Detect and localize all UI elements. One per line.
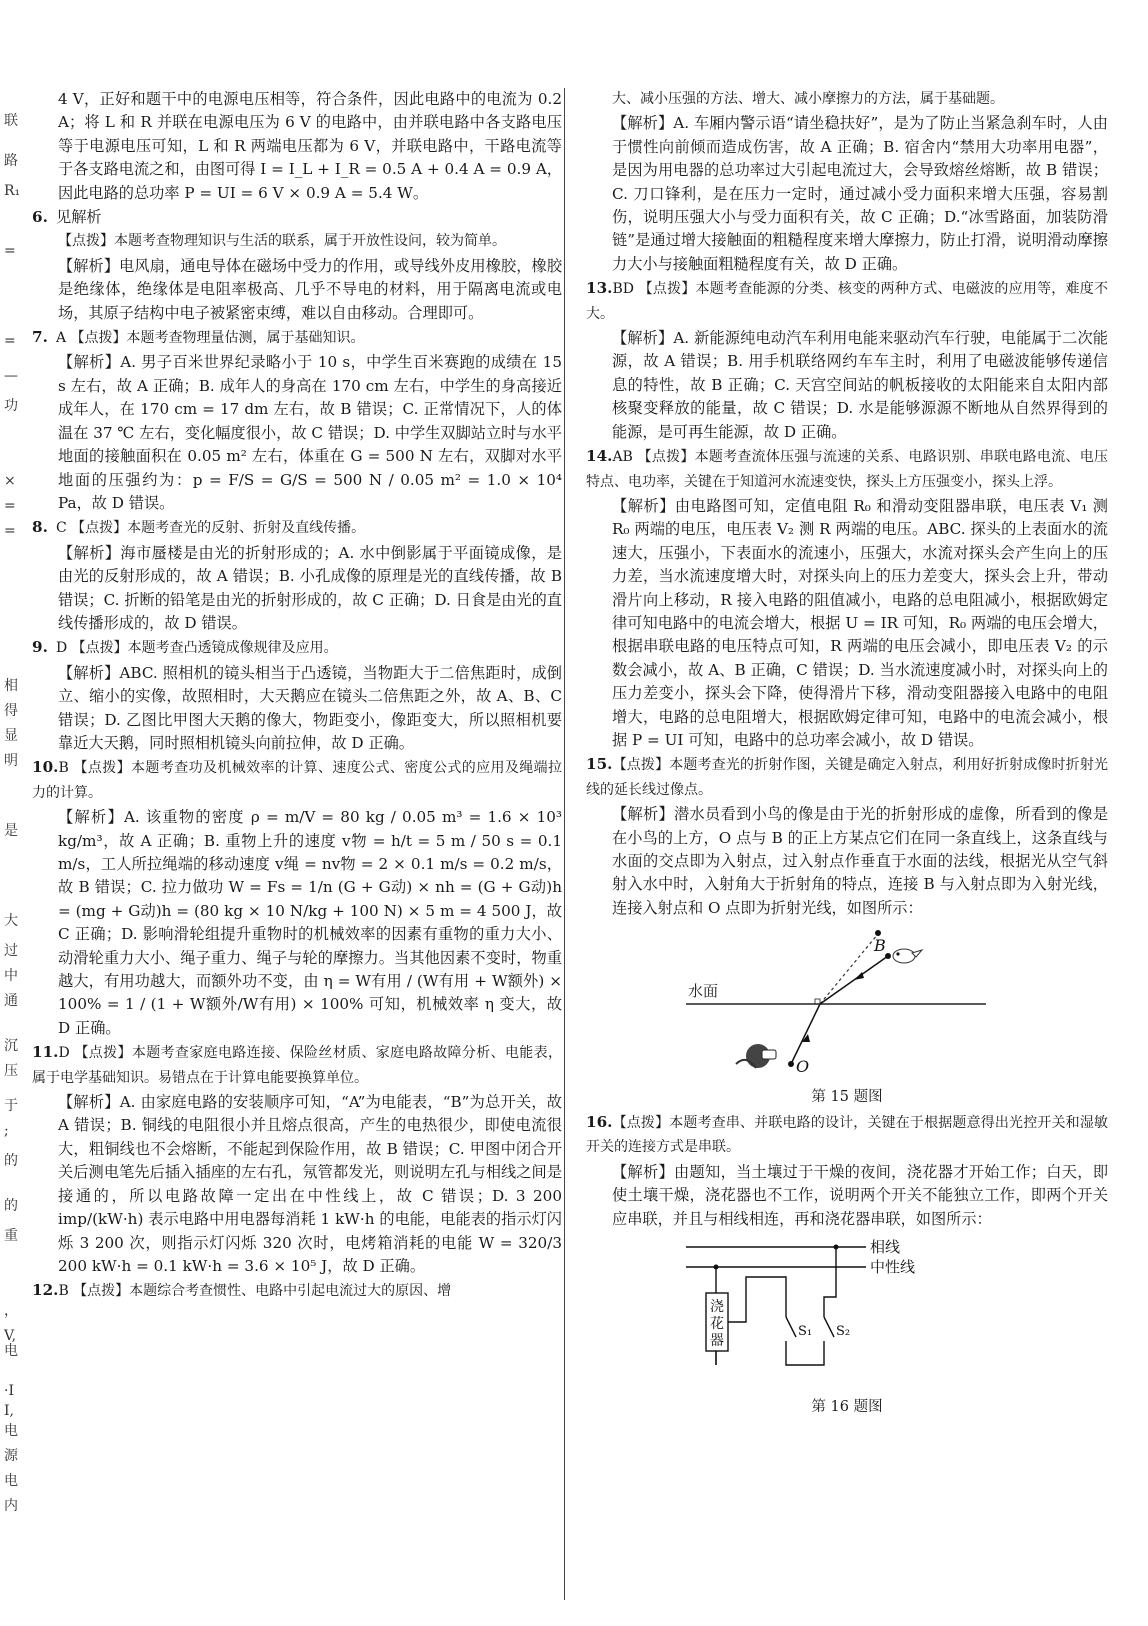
q7-header	[32, 326, 562, 350]
normal-right-angle-mark	[815, 999, 820, 1004]
q9-answer-tip: D 【点拨】本题考查凸透镜成像规律及应用。	[56, 640, 338, 657]
q16-analysis: 【解析】由题知，当土壤过于干燥的夜间，浇花器才开始工作；白天，即使土壤干燥，浇花器也不工作，说明两个开关不能独立工作，即两个开关应串联，并且与相线相连，再和浇花器串联，如图所示：	[612, 1162, 1108, 1228]
q12-analysis: 【解析】A. 车厢内警示语“请坐稳扶好”，是为了防止当紧急刹车时，人由于惯性向前倾而造成伤害，故 A 正确；B. 宿舍内“禁用大功率用电器”，是因为用电器的总功率过大引起电流过大，会导致熔丝熔断，故 B 错误；C. 刀口锋利，是在压力一定时，通过减小受力面积来增大压强，容易割伤，说明压强大小与受力面积有关，故 C 正确；D.“冰雪路面，加装防滑链”是通过增大接触面的粗糙程度来增大摩擦力，防止打滑，说明滑动摩擦力大小与接触面粗糙程度有关，故 D 正确。	[612, 114, 1108, 273]
strip-char: —	[4, 368, 18, 384]
q15-header	[586, 753, 1108, 802]
left-column	[32, 88, 562, 1305]
q10-number: 10.	[32, 758, 59, 777]
label-B: B	[874, 936, 886, 956]
strip-char: 联	[4, 113, 18, 129]
q12-tip-continuation: 大、减小压强的方法、增大、减小摩擦力的方法，属于基础题。	[612, 91, 1004, 107]
q6-answer: 见解析	[56, 208, 102, 227]
switch-s1-blade	[786, 1317, 796, 1337]
neutral-wire-label: 中性线	[870, 1258, 916, 1277]
q8-analysis: 【解析】海市蜃楼是由光的折射形成的；A. 水中倒影属于平面镜成像，是由光的反射形成的，故 A 错误；B. 小孔成像的原理是光的直线传播，故 B 错误；C. 折断的铅笔是由光的折射形成的，故 C 正确；D. 日食是由光的直线传播形成的，故 D 错误。	[58, 543, 562, 632]
q9-number: 9.	[32, 638, 48, 657]
switch-s2-label: S₂	[836, 1324, 851, 1340]
q9-header	[32, 636, 562, 660]
strip-char: ，	[4, 1303, 18, 1319]
s1-to-s2-wire	[786, 1341, 824, 1365]
q11-answer-tip: D 【点拨】本题考查家庭电路连接、保险丝材质、家庭电路故障分析、电能表，属于电学基础知识。易错点在于计算电能要换算单位。	[32, 1045, 562, 1086]
q14-number: 14.	[586, 447, 613, 466]
strip-char: 沉	[4, 1038, 18, 1054]
strip-char: 过	[4, 943, 18, 959]
strip-char: =	[4, 243, 16, 259]
figure-15-caption: 第 15 题图	[811, 1088, 883, 1105]
q11-number: 11.	[32, 1043, 59, 1062]
strip-char: 内	[4, 1498, 18, 1514]
figure-15	[586, 926, 1108, 1109]
q13-answer-tip: BD 【点拨】本题考查能源的分类、核变的两种方式、电磁波的应用等，难度不大。	[586, 281, 1108, 322]
strip-char: 相	[4, 678, 18, 694]
q16-tip: 【点拨】本题考查串、并联电路的设计，关键在于根据题意得出光控开关和湿敏开关的连接方式是串联。	[586, 1115, 1108, 1156]
strip-char: 电	[4, 1343, 18, 1359]
live-wire-label: 相线	[870, 1238, 901, 1257]
q13-analysis: 【解析】A. 新能源纯电动汽车利用电能来驱动汽车行驶，电能属于二次能源，故 A 错误；B. 用手机联络网约车车主时，利用了电磁波能够传递信息的特性，故 B 正确；C. 天宫空间站的帆板接收的太阳能来自太阳内部核聚变释放的能量，故 C 错误；D. 水是能够源源不断地从自然界得到的能源，是可再生能源，故 D 正确。	[612, 329, 1108, 441]
q13-number: 13.	[586, 279, 613, 298]
device-char-1: 浇	[710, 1299, 724, 1316]
q11-header	[32, 1041, 562, 1090]
q7-answer-tip: A 【点拨】本题考查物理量估测，属于基础知识。	[56, 330, 365, 347]
strip-char: 重	[4, 1228, 18, 1244]
water-surface-label: 水面	[688, 982, 719, 1001]
right-column	[586, 88, 1108, 1422]
q6-header	[32, 206, 562, 229]
q10-header	[32, 756, 562, 805]
refraction-diagram	[586, 926, 1108, 1076]
q14-analysis: 【解析】由电路图可知，定值电阻 R₀ 和滑动变阻器串联，电压表 V₁ 测 R₀ 两端的电压，电压表 V₂ 测 R 两端的电压。ABC. 探头的上表面水的流速大，压强小，下表面水的流速小，压强大，水流对探头会产生向上的压力差，当水流速度增大时，对探头向上的压力差变大，探头会上升，带动滑片向上移动，R 接入电路的阻值减小，电路的总电阻减小，根据欧姆定律可知电路中的电流会增大，根据 U = IR 可知，R₀ 两端的电压会增大，根据串联电路的电压特点可知，R 两端的电压会减小，即电压表 V₂ 的示数会减小，故 A、B 正确，C 错误；D. 当水流速度减小时，对探头向上的压力差变小，探头会下降，使得滑片下移，滑动变阻器接入电路中的电阻增大，电路的总电阻增大，根据欧姆定律可知，电路中的电流会减小，根据 P = UI 可知，电路中的总功率会减小，故 D 错误。	[612, 496, 1108, 749]
strip-char: ·I	[4, 1383, 14, 1399]
switch-s2-blade	[824, 1317, 834, 1337]
q7-analysis: 【解析】A. 男子百米世界纪录略小于 10 s，中学生百米赛跑的成绩在 15 s 左右，故 A 正确；B. 成年人的身高在 170 cm 左右，中学生的身高接近成年人，在 170 cm = 17 dm 左右，故 B 错误；C. 正常情况下，人的体温在 37 ℃ 左右，变化幅度很小，故 C 错误；D. 中学生双脚站立时与水平地面的接触面积在 0.05 m² 左右，体重在 G = 500 N 左右，双脚对水平地面的压强约为：p = F/S = G/S = 500 N / 0.05 m² = 1.0 × 10⁴ Pa，故 D 错误。	[58, 353, 562, 512]
q13-header	[586, 277, 1108, 326]
strip-char: 电	[4, 1473, 18, 1489]
s2-to-live-wire	[824, 1247, 836, 1317]
refracted-ray	[791, 1004, 820, 1064]
q15-number: 15.	[586, 755, 613, 774]
strip-char: 路	[4, 153, 18, 169]
strip-char: 通	[4, 993, 18, 1009]
strip-char: 得	[4, 703, 18, 719]
q10-answer-tip: B 【点拨】本题考查功及机械效率的计算、速度公式、密度公式的应用及绳端拉力的计算。	[32, 760, 562, 801]
q12-number: 12.	[32, 1281, 59, 1300]
q6-tip: 【点拨】本题考查物理知识与生活的联系，属于开放性设问，较为简单。	[58, 233, 506, 250]
figure-16-caption: 第 16 题图	[811, 1399, 883, 1416]
cropped-previous-page-strip	[0, 100, 26, 1620]
device-to-s1-wire	[728, 1277, 786, 1322]
device-char-2: 花	[710, 1316, 724, 1333]
column-divider	[564, 88, 565, 1600]
strip-char: I,	[4, 1403, 14, 1419]
q11-analysis: 【解析】A. 由家庭电路的安装顺序可知，“A”为电能表，“B”为总开关，故 A 错误；B. 铜线的电阻很小并且熔点很高，产生的电热很少，即使电流很大，粗铜线也不会熔断，不能起到保险作用，故 B 错误；C. 甲图中闭合开关后测电笔先后插入插座的左右孔，氖管都发光，则说明左孔与相线之间是接通的，所以电路故障一定出在中性线上，故 C 错误；D. 3 200 imp/(kW·h) 表示电路中用电器每消耗 1 kW·h 的电能，电能表的指示灯闪烁 3 200 次，则指示灯闪烁 320 次时，电烤箱消耗的电能 W = 320/3 200 kW·h = 0.1 kW·h = 3.6 × 10⁵ J，故 D 正确。	[58, 1093, 562, 1275]
device-char-3: 器	[710, 1333, 724, 1350]
q10-analysis: 【解析】A. 该重物的密度 ρ = m/V = 80 kg / 0.05 m³ = 1.6 × 10³ kg/m³，故 A 正确；B. 重物上升的速度 v物 = h/t = 5 m / 50 s = 0.1 m/s，工人所拉绳端的移动速度 v绳 = nv物 = 2 × 0.1 m/s = 0.2 m/s，故 B 错误；C. 拉力做功 W = Fs = 1/n (G + G动) × nh = (G + G动)h = (mg + G动)h = (80 kg × 10 N/kg + 100 N) × 5 m = 4 500 J，故 C 正确；D. 影响滑轮组提升重物时的机械效率的因素有重物的重力大小、动滑轮重力大小、绳子重力、绳子与轮的摩擦力。当其他因素不变时，物重越大，有用功越大，而额外功不变，由 η = W有用 / (W有用 + W额外) × 100% = 1 / (1 + W额外/W有用) × 100% 可知，机械效率 η 变大，故 D 正确。	[58, 808, 562, 1037]
q5-continuation: 4 V，正好和题干中的电源电压相等，符合条件，因此电路中的电流为 0.2 A；将 L 和 R 并联在电源电压为 6 V 的电路中，由并联电路中各支路电压等于电源电压可知，L 和 R 两端电压都为 6 V，并联电路中，干路电流等于各支路电流之和，由图可得 I = I_L + I_R = 0.5 A + 0.4 A = 0.9 A，因此电路的总功率 P = UI = 6 V × 0.9 A = 5.4 W。	[58, 90, 562, 202]
q6-analysis: 【解析】电风扇，通电导体在磁场中受力的作用，或导线外皮用橡胶，橡胶是绝缘体，绝缘体是电阻率极高、几乎不导电的材料，用于隔离电流或电场，其原子结构中电子被紧密束缚，难以自由移动。合理即可。	[58, 256, 562, 322]
q14-answer-tip: AB 【点拨】本题考查流体压强与流速的关系、电路识别、串联电路电流、电压特点、电功率，关键在于知道河水流速变快，探头上方压强变小，探头上浮。	[586, 449, 1108, 490]
strip-char: 明	[4, 753, 18, 769]
strip-char: 中	[4, 968, 18, 984]
q9-analysis: 【解析】ABC. 照相机的镜头相当于凸透镜，当物距大于二倍焦距时，成倒立、缩小的实像，故照相时，大天鹅应在镜头二倍焦距之外，故 A、B、C 错误；D. 乙图比甲图大天鹅的像大，物距变小，像距变大，所以照相机要靠近大天鹅，同时照相机镜头向前拉伸，故 D 正确。	[58, 663, 562, 752]
strip-char: 的	[4, 1198, 18, 1214]
q8-number: 8.	[32, 518, 48, 537]
strip-char: 的	[4, 1153, 18, 1169]
figure-16	[586, 1237, 1108, 1420]
strip-char: =	[4, 333, 16, 349]
strip-char: 功	[4, 398, 18, 414]
strip-char: 于	[4, 1098, 18, 1114]
strip-char: ;	[4, 1123, 9, 1139]
q12-header	[32, 1279, 562, 1303]
strip-char: V,	[4, 1328, 17, 1344]
strip-char: 大	[4, 913, 18, 929]
strip-char: 显	[4, 728, 18, 744]
q6-number: 6.	[32, 208, 48, 227]
q15-tip: 【点拨】本题考查光的折射作图，关键是确定入射点，利用好折射成像时折射光线的延长线过像点。	[586, 757, 1108, 798]
strip-char: =	[4, 498, 16, 514]
strip-char: ×	[4, 473, 16, 489]
q7-number: 7.	[32, 328, 48, 347]
circuit-diagram	[586, 1237, 1108, 1387]
diver-icon	[736, 1044, 776, 1068]
q16-header	[586, 1111, 1108, 1160]
strip-char: 压	[4, 1063, 18, 1079]
bird-icon	[893, 949, 922, 963]
q14-header	[586, 445, 1108, 494]
q15-analysis: 【解析】潜水员看到小鸟的像是由于光的折射形成的虚像，所看到的像是在小鸟的上方，O 点与 B 的正上方某点它们在同一条直线上，这条直线与水面的交点即为入射点，过入射点作垂直于水面的法线，根据光从空气斜射入水中时，入射角大于折射角的特点，连接 B 与入射点即为入射光线，连接入射点和 O 点即为折射光线，如图所示：	[612, 805, 1108, 917]
switch-s1-label: S₁	[798, 1324, 813, 1340]
bird-point-B	[885, 953, 891, 959]
q8-answer-tip: C 【点拨】本题考查光的反射、折射及直线传播。	[56, 520, 366, 537]
strip-char: R₁	[4, 183, 21, 199]
strip-char: =	[4, 523, 16, 539]
strip-char: 源	[4, 1448, 18, 1464]
q12-answer-tip: B 【点拨】本题综合考查惯性、电路中引起电流过大的原因、增	[58, 1283, 452, 1300]
eye-point-O	[788, 1061, 794, 1067]
q8-header	[32, 516, 562, 540]
strip-char: 电	[4, 1423, 18, 1439]
q16-number: 16.	[586, 1113, 613, 1132]
label-O: O	[796, 1057, 810, 1077]
strip-char: 是	[4, 823, 18, 839]
